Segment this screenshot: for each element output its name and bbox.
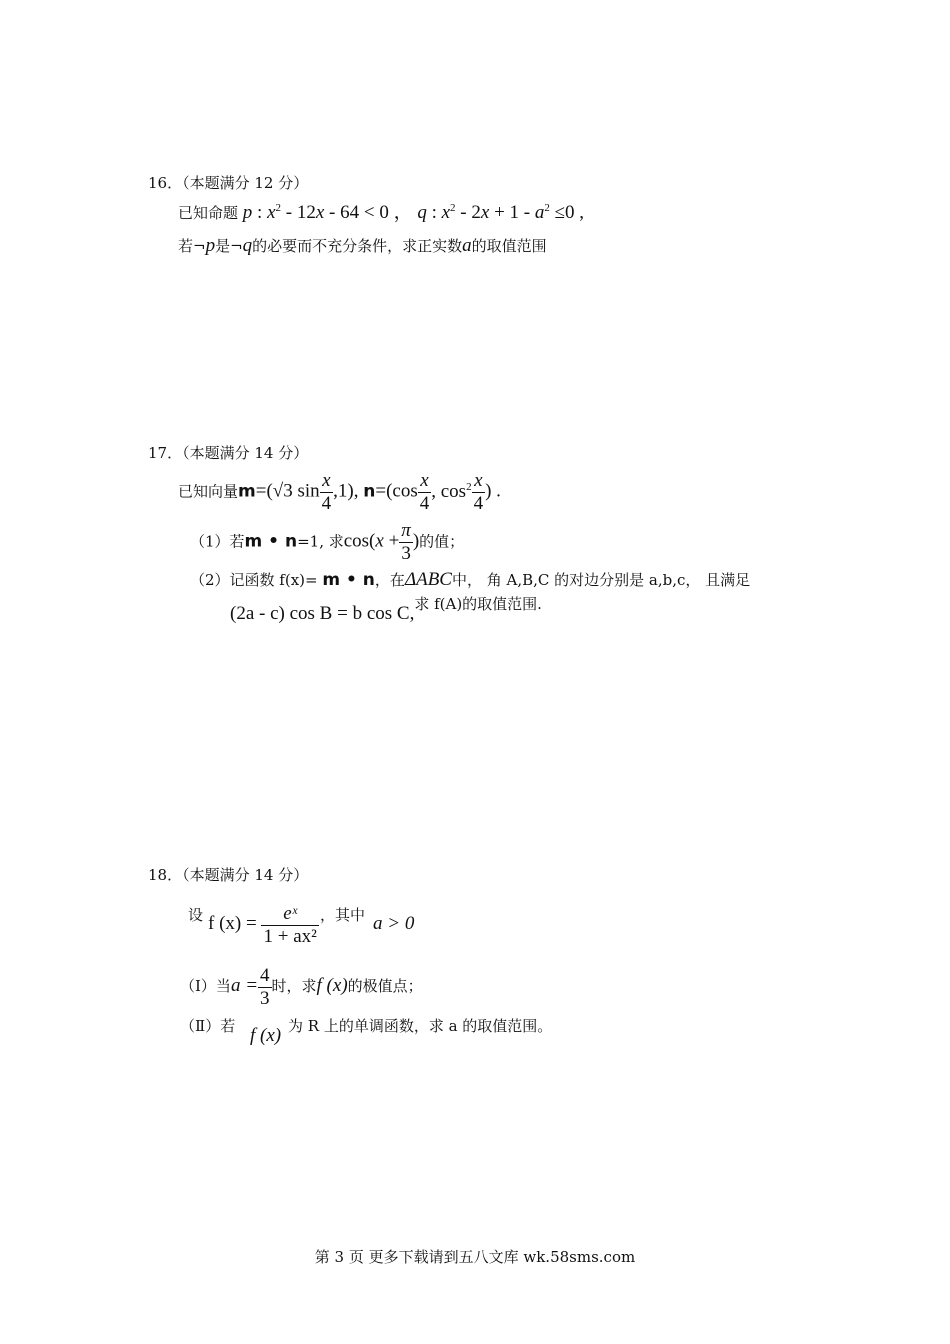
q17-condition-tail: 求 f(A)的取值范围.: [414, 595, 542, 613]
q16-not-1: 若¬: [178, 237, 206, 255]
q16-line2: [178, 236, 547, 256]
q18-frac43-num: 4: [260, 964, 270, 986]
q18-frac43-den: 3: [260, 987, 270, 1009]
q18-part1: [180, 962, 423, 1010]
q18-f-def: f (x) =: [208, 913, 257, 934]
q16-q-var: q: [242, 235, 253, 256]
q18-part2: [180, 1016, 235, 1036]
q18-part2-f: f (x): [250, 1025, 282, 1046]
q17-n-vector: n: [363, 481, 376, 502]
q17-frac-x4-c: $\frac{x}{4}$: [473, 470, 484, 514]
q17-part1-suffix: 的值；: [419, 532, 465, 551]
q17-part2-prefix: （2）记函数 f(x)=: [190, 571, 318, 589]
q17-part2-mid: ，在: [374, 571, 405, 589]
q17-condition: [230, 595, 542, 624]
q18-part1-f: f (x): [316, 975, 348, 996]
q18-part2-prefix: （Ⅱ）若: [180, 1017, 236, 1035]
q17-frac-pi3: $\frac{\pi}{3}$: [401, 520, 411, 564]
q17-header: 17．（本题满分 14 分）: [148, 444, 309, 462]
q17-part2-suffix: 中， 角 A,B,C 的对边分别是 a,b,c， 且满足: [451, 571, 751, 589]
q18-frac: [261, 903, 318, 948]
q18-frac-num: eˣ: [283, 902, 298, 924]
q16-a-var: a: [462, 235, 472, 256]
q18-part2-suffix: 为 R 上的单调函数，求 a 的取值范围。: [288, 1017, 553, 1035]
q16-text-end: 的取值范围: [471, 237, 547, 255]
q18-frac-43: [258, 965, 272, 1010]
q18-def: [208, 902, 319, 948]
q17-m-vector: m: [238, 481, 256, 502]
q17-triangle: ΔABC: [404, 569, 452, 590]
q18-def-let: 设: [188, 906, 204, 924]
q18-part1-mid: 时，求: [271, 977, 317, 995]
q17-frac-x4-a: $\frac{x}{4}$: [321, 470, 332, 514]
q17-part1: （1）若m • n=1, 求cos(x + $\frac{\pi}{3}$ )的值；: [190, 520, 465, 564]
q18-part1-a: a =: [230, 975, 259, 996]
q18-part1-suffix: 的极值点；: [347, 977, 423, 995]
q17-part1-prefix: （1）若: [190, 532, 245, 551]
q16-text: 的必要而不充分条件，求正实数: [252, 237, 463, 255]
page-footer: 第 3 页 更多下载请到五八文库 wk.58sms.com: [314, 1248, 636, 1266]
q17-frac-x4-b: $\frac{x}{4}$: [419, 470, 430, 514]
q16-line1: [178, 203, 584, 223]
q16-prefix: 已知命题: [178, 204, 239, 222]
q16-not-2: 是¬: [215, 237, 243, 255]
q17-line1: 已知向量m=(√3 sin $\frac{x}{4}$ ,1), n=(cos $\frac{x}{4}$ , $\cos^2$ $\frac{x}{4}$ ) .: [178, 470, 501, 514]
q17-part1-mid: =1, 求: [297, 532, 344, 551]
q16-q-expression: q : $x^2 - 2x + 1 - a^2 \le 0$ ,: [417, 202, 585, 223]
q16-p-expression: p : $x^2 - 12x - 64 < 0$ ，: [242, 202, 418, 223]
q17-part2: （2）记函数 f(x)= m • n，在ΔABC中， 角 A,B,C 的对边分别是 a,b,c， 且满足: [190, 569, 751, 590]
q18-header: 18．（本题满分 14 分）: [148, 866, 309, 884]
q18-frac-den: 1 + ax²: [263, 925, 317, 947]
q16-p-var: p: [205, 235, 216, 256]
q16-header: 16．（本题满分 12 分）: [148, 174, 309, 192]
q17-condition-expr: (2a - c) cos B = b cos C,: [230, 603, 415, 624]
q18-cond: a > 0: [373, 913, 415, 934]
q17-prefix: 已知向量: [178, 482, 239, 501]
q18-where: ，其中: [320, 906, 366, 924]
q18-part1-prefix: （Ⅰ）当: [180, 977, 231, 995]
